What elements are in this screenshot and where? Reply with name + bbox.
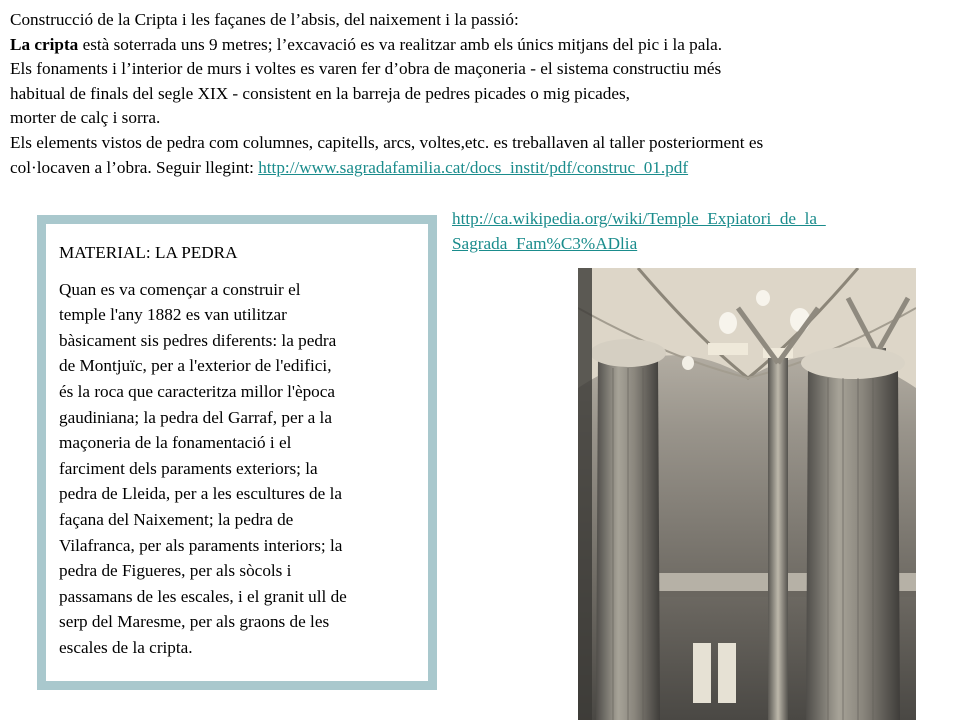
- material-line: gaudiniana; la pedra del Garraf, per a la: [59, 407, 332, 427]
- wikipedia-link-line-1: http://ca.wikipedia.org/wiki/Temple_Expiatori_de_la_: [452, 209, 826, 228]
- material-line: pedra de Lleida, per a les escultures de la: [59, 484, 342, 504]
- intro-line: Els fonaments i l’interior de murs i voltes es varen fer d’obra de maçoneria - el sistema constructiu més: [10, 59, 722, 79]
- material-line: façana del Naixement; la pedra de: [59, 509, 294, 529]
- intro-last-line: [10, 156, 955, 181]
- material-box-content: [46, 224, 428, 681]
- material-line: de Montjuïc, per a l'exterior de l'edifici,: [59, 356, 332, 376]
- material-box: [37, 215, 437, 690]
- material-line: bàsicament sis pedres diferents: la pedra: [59, 330, 337, 350]
- intro-line: Els elements vistos de pedra com columnes, capitells, arcs, voltes,etc. es treballaven al taller posteriorment es: [10, 132, 764, 152]
- material-line: temple l'any 1882 es van utilitzar: [59, 305, 287, 325]
- wikipedia-link[interactable]: [452, 207, 826, 256]
- material-line: farciment dels paraments exteriors; la: [59, 458, 318, 478]
- material-line: serp del Maresme, per als graons de les: [59, 612, 330, 632]
- intro-text: [10, 8, 955, 180]
- material-line: pedra de Figueres, per als sòcols i: [59, 561, 292, 581]
- intro-heading: Construcció de la Cripta i les façanes de l’absis, del naixement i la passió:: [10, 10, 519, 29]
- read-more-prefix: col·locaven a l’obra. Seguir llegint:: [10, 157, 259, 177]
- material-line: escales de la cripta.: [59, 637, 193, 657]
- wikipedia-link-line-2: Sagrada_Fam%C3%ADlia: [452, 233, 638, 253]
- intro-crypt-line: [10, 33, 955, 58]
- material-line: maçoneria de la fonamentació i el: [59, 433, 292, 453]
- intro-line: morter de calç i sorra.: [10, 108, 161, 128]
- material-title: MATERIAL: LA PEDRA: [59, 243, 238, 262]
- sagrada-familia-interior-photo: [578, 268, 916, 720]
- material-line: Vilafranca, per als paraments interiors; la: [59, 535, 343, 555]
- material-line: passamans de les escales, i el granit ull de: [59, 586, 347, 606]
- read-more-link[interactable]: http://www.sagradafamilia.cat/docs_instit/pdf/construc_01.pdf: [258, 157, 689, 177]
- material-line: és la roca que caracteritza millor l'època: [59, 381, 336, 401]
- intro-line: habitual de finals del segle XIX - consistent en la barreja de pedres picades o mig picades,: [10, 83, 630, 103]
- crypt-text: està soterrada uns 9 metres; l’excavació es va realitzar amb els únics mitjans del pic i la pala.: [78, 34, 723, 54]
- material-line: Quan es va començar a construir el: [59, 279, 301, 299]
- crypt-bold-label: La cripta: [10, 34, 79, 54]
